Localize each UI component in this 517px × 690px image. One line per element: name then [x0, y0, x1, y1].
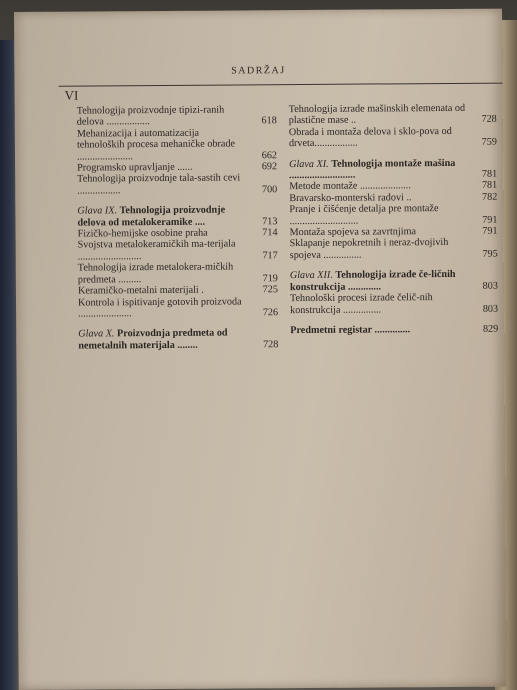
- toc-entry: Mehanizacija i automatizacija tehnoloških procesa mehaničke obrade ...................... 662: [76, 127, 278, 163]
- toc-entry: Pranje i čišćenje detalja pre montaže ........................... 791: [289, 203, 498, 227]
- toc-entry: Tehnološki procesi izrade čelič-nih konstrukcija ............... 803: [289, 292, 499, 316]
- toc-page-number: 781: [481, 180, 498, 192]
- toc-page-number: 795: [482, 248, 498, 260]
- index-title: Predmetni registar ..............: [290, 324, 411, 336]
- toc-left-column: [77, 104, 279, 352]
- toc-page-number: 713: [262, 215, 278, 227]
- toc-page-number: 618: [261, 115, 277, 127]
- toc-entry: Tehnologija proizvodnje tala-sastih cevi ................. 700: [77, 172, 278, 197]
- toc-right-column: [289, 103, 499, 337]
- chapter-label: Glava XI.: [289, 158, 329, 170]
- toc-page-number: 759: [481, 136, 497, 148]
- toc-entry: Kontrola i ispitivanje gotovih proizvoda ..................... 726: [77, 295, 279, 320]
- toc-entry: Bravarsko-monterski radovi .. 782: [289, 191, 498, 204]
- chapter-title: Tehnologija izrade če-ličnih konstrukcija .............: [289, 269, 456, 293]
- page-number: VI: [64, 87, 79, 103]
- toc-entry: Tehnologija izrade mašinskih elemenata od plastične mase .. 728: [288, 102, 497, 127]
- toc-page-number: 726: [262, 307, 279, 319]
- toc-page-number: 692: [261, 161, 278, 173]
- toc-entry: Tehnologija izrade metalokera-mičkih predmeta ......... 719: [77, 261, 278, 286]
- toc-page-number: 662: [261, 149, 278, 161]
- toc-page-number: 728: [263, 338, 279, 350]
- chapter-label: Glava X.: [78, 328, 115, 340]
- header-rule: [59, 83, 503, 87]
- chapter-label: Glava IX.: [77, 205, 118, 217]
- toc-entry: Metode montaže .................... 781: [289, 180, 498, 193]
- toc-entry: Programsko upravljanje ...... 692: [77, 161, 278, 174]
- toc-page-number: 781: [481, 168, 498, 180]
- toc-chapter-heading: [290, 269, 498, 293]
- chapter-title: Proizvodnja predmeta od nemetalnih materijala ........: [78, 327, 228, 352]
- toc-entry: Fizičko-hemijske osobine praha 714: [77, 227, 278, 240]
- toc-page-number: 728: [481, 114, 497, 126]
- chapter-title: Tehnologija proizvodnje delova od metalokeramike ....: [77, 204, 226, 229]
- book-page: [14, 9, 507, 690]
- toc-entry: Keramičko-metalni materijali . 725: [77, 284, 278, 297]
- toc-page-number: 782: [481, 191, 498, 203]
- toc-page-number: 700: [261, 184, 278, 196]
- toc-page-number: 725: [262, 284, 278, 296]
- toc-entry: Svojstva metalokeramičkih ma-terijala ......................... 717: [77, 238, 278, 263]
- toc-page-number: 719: [262, 272, 278, 284]
- toc-entry: Montaža spojeva sa zavrtnjima 791: [289, 225, 498, 239]
- chapter-title: Tehnologija montaže mašina ..........................: [289, 157, 456, 182]
- chapter-label: Glava XII.: [289, 270, 333, 282]
- toc-page-number: 803: [482, 280, 498, 292]
- toc-entry: Sklapanje nepokretnih i neraz-dvojivih spojeva ............... 795: [289, 237, 498, 261]
- page-header-title: SADRŽAJ: [231, 65, 286, 77]
- toc-chapter-heading: [78, 327, 278, 351]
- toc-page-number: 717: [262, 250, 278, 262]
- toc-chapter-heading: [77, 204, 277, 228]
- toc-page-number: 791: [482, 214, 498, 226]
- toc-index-entry: [290, 324, 498, 337]
- toc-page-number: 791: [482, 225, 498, 237]
- toc-page-number: 714: [262, 227, 278, 239]
- toc-page-number: 803: [482, 303, 499, 315]
- toc-entry: Obrada i montaža delova i sklo-pova od drveta................. 759: [288, 125, 497, 150]
- toc-entry: Tehnologija proizvodnje tipizi-ranih delova ................. 618: [76, 104, 277, 128]
- toc-chapter-heading: [289, 157, 497, 181]
- toc-page-number: 829: [482, 323, 499, 335]
